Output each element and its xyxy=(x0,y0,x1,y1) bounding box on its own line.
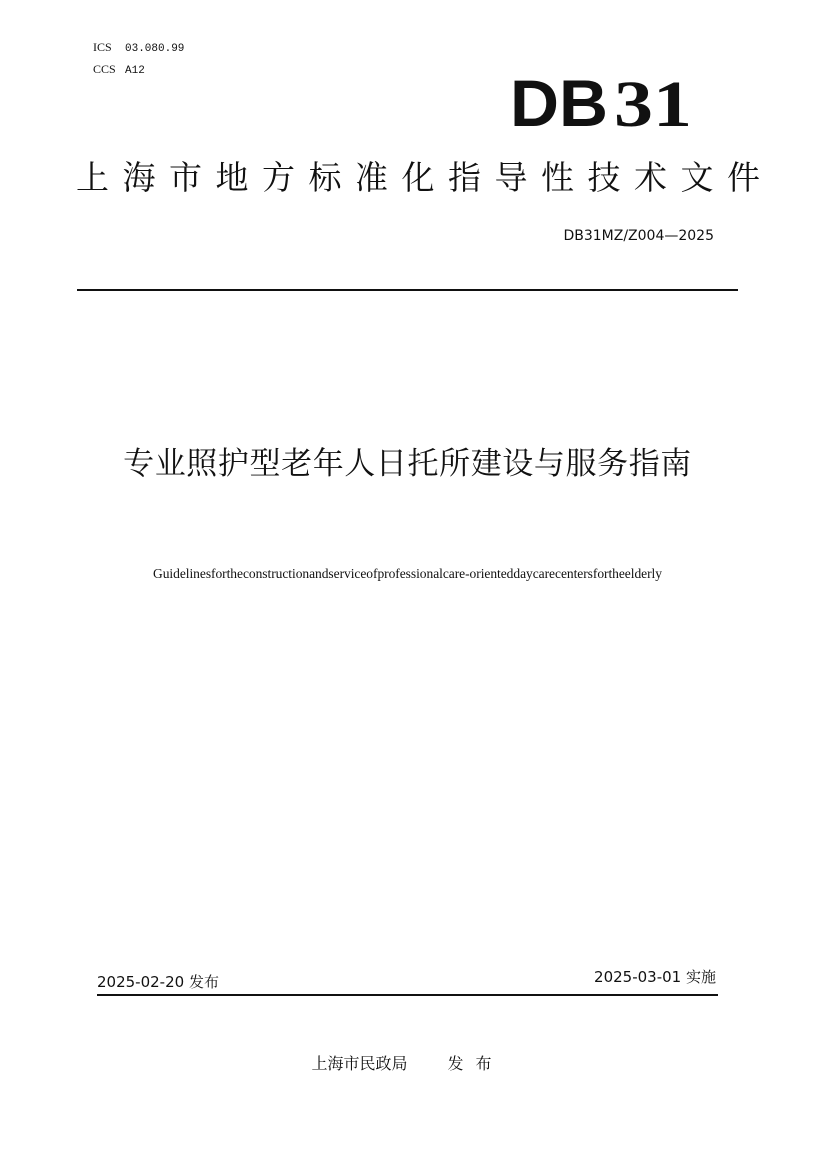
footer-divider xyxy=(97,994,718,996)
title-english: Guidelinesfortheconstructionandserviceofprofessionalcare-orienteddaycarecentersfortheelderly xyxy=(153,566,662,581)
issuer-action: 发布 xyxy=(447,1054,504,1073)
document-type: 上海市地方标准化指导性技术文件 xyxy=(76,158,774,197)
issuer-organization: 上海市民政局 xyxy=(311,1054,408,1073)
document-number: DB31MZ/Z004—2025 xyxy=(563,228,714,244)
ccs-label: CCS xyxy=(93,62,116,76)
ics-line xyxy=(93,40,184,56)
standard-mark-logo xyxy=(510,66,695,141)
issuer-line xyxy=(0,1052,815,1076)
issue-date: 2025-02-20 发布 xyxy=(97,973,219,991)
svg-text:DB: DB xyxy=(510,66,608,140)
ics-value: 03.080.99 xyxy=(125,43,185,55)
header-divider xyxy=(77,289,738,291)
ccs-line xyxy=(93,62,145,78)
ccs-value: A12 xyxy=(125,65,145,77)
implementation-date: 2025-03-01 实施 xyxy=(594,968,716,986)
ics-label: ICS xyxy=(93,40,112,54)
title-chinese: 专业照护型老年人日托所建设与服务指南 xyxy=(123,446,692,482)
svg-text:31: 31 xyxy=(614,68,692,141)
